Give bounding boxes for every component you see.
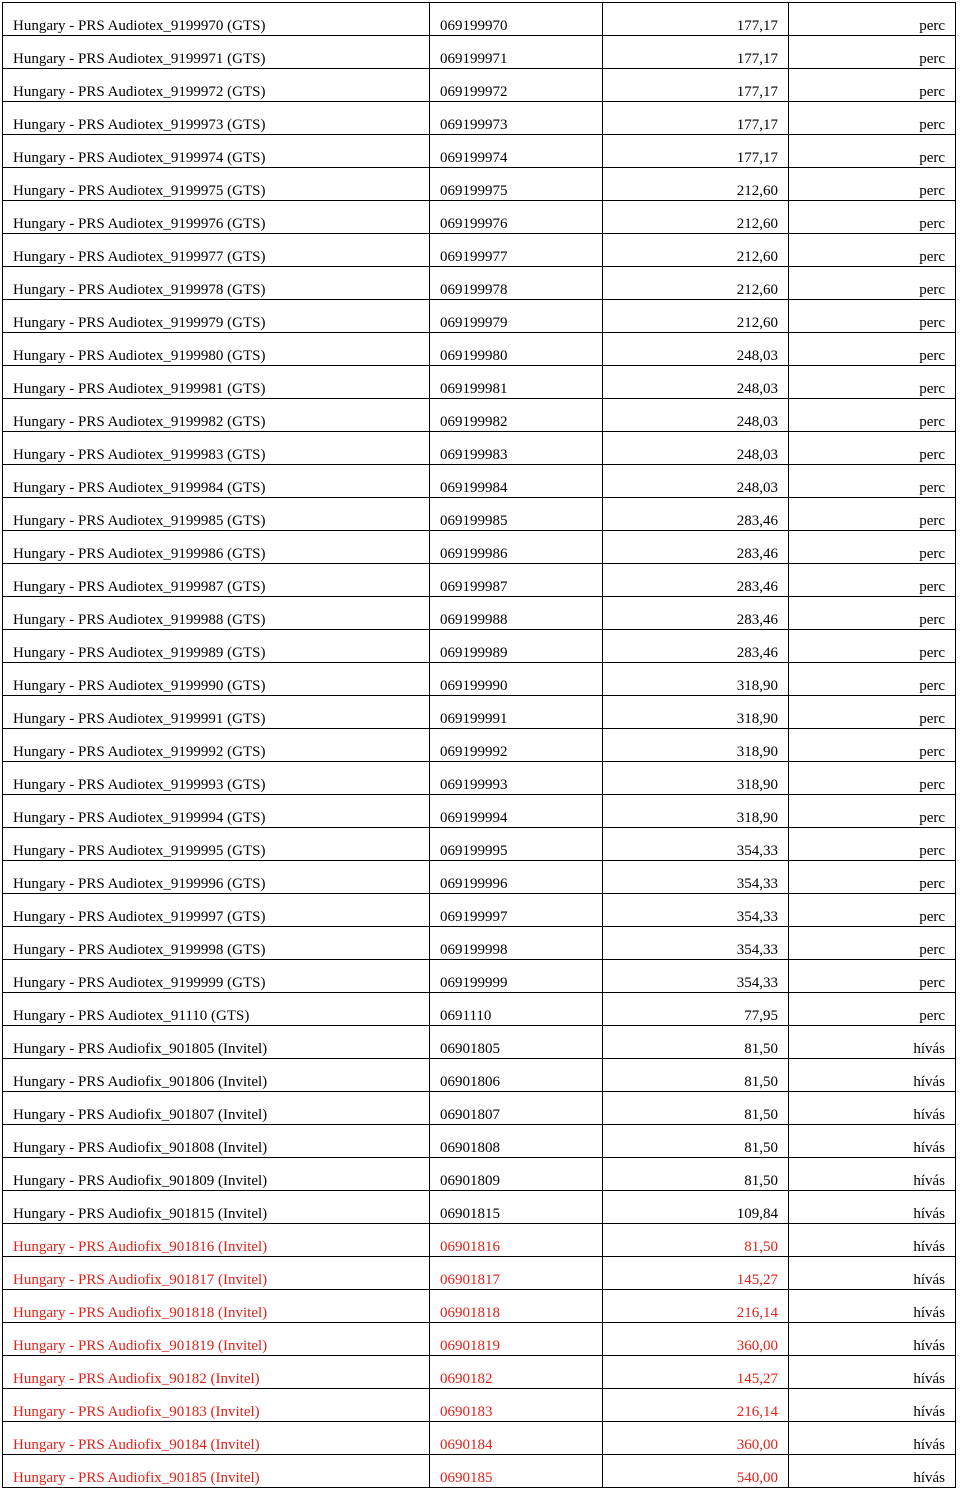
service-name-cell: Hungary - PRS Audiotex_9199970 (GTS) xyxy=(3,3,430,36)
phone-number-cell: 069199987 xyxy=(430,564,603,597)
table-row xyxy=(3,267,956,300)
price-cell: 145,27 xyxy=(603,1257,789,1290)
table-row xyxy=(3,69,956,102)
phone-number-cell: 06901819 xyxy=(430,1323,603,1356)
billing-unit-cell: perc xyxy=(789,498,956,531)
service-name-cell: Hungary - PRS Audiofix_90184 (Invitel) xyxy=(3,1422,430,1455)
price-cell: 177,17 xyxy=(603,69,789,102)
billing-unit-cell: perc xyxy=(789,234,956,267)
price-cell: 354,33 xyxy=(603,828,789,861)
billing-unit-cell: perc xyxy=(789,201,956,234)
phone-number-cell: 069199981 xyxy=(430,366,603,399)
table-row xyxy=(3,399,956,432)
service-name-cell: Hungary - PRS Audiotex_9199990 (GTS) xyxy=(3,663,430,696)
price-cell: 177,17 xyxy=(603,3,789,36)
table-row xyxy=(3,630,956,663)
table-row xyxy=(3,300,956,333)
price-cell: 318,90 xyxy=(603,795,789,828)
service-name-cell: Hungary - PRS Audiotex_9199980 (GTS) xyxy=(3,333,430,366)
phone-number-cell: 06901818 xyxy=(430,1290,603,1323)
table-row xyxy=(3,465,956,498)
billing-unit-cell: perc xyxy=(789,531,956,564)
billing-unit-cell: perc xyxy=(789,630,956,663)
phone-number-cell: 069199994 xyxy=(430,795,603,828)
phone-number-cell: 069199977 xyxy=(430,234,603,267)
phone-number-cell: 06901807 xyxy=(430,1092,603,1125)
phone-number-cell: 06901805 xyxy=(430,1026,603,1059)
price-cell: 177,17 xyxy=(603,102,789,135)
phone-number-cell: 06901817 xyxy=(430,1257,603,1290)
billing-unit-cell: perc xyxy=(789,993,956,1026)
phone-number-cell: 069199975 xyxy=(430,168,603,201)
price-cell: 109,84 xyxy=(603,1191,789,1224)
phone-number-cell: 069199985 xyxy=(430,498,603,531)
billing-unit-cell: perc xyxy=(789,960,956,993)
billing-unit-cell: hívás xyxy=(789,1059,956,1092)
phone-number-cell: 069199989 xyxy=(430,630,603,663)
service-name-cell: Hungary - PRS Audiotex_9199975 (GTS) xyxy=(3,168,430,201)
phone-number-cell: 069199973 xyxy=(430,102,603,135)
table-row xyxy=(3,894,956,927)
table-row xyxy=(3,366,956,399)
billing-unit-cell: hívás xyxy=(789,1125,956,1158)
table-row xyxy=(3,168,956,201)
service-name-cell: Hungary - PRS Audiotex_9199971 (GTS) xyxy=(3,36,430,69)
phone-number-cell: 06901815 xyxy=(430,1191,603,1224)
billing-unit-cell: hívás xyxy=(789,1323,956,1356)
service-name-cell: Hungary - PRS Audiofix_901818 (Invitel) xyxy=(3,1290,430,1323)
billing-unit-cell: hívás xyxy=(789,1191,956,1224)
table-row xyxy=(3,993,956,1026)
service-name-cell: Hungary - PRS Audiotex_9199989 (GTS) xyxy=(3,630,430,663)
table-row xyxy=(3,795,956,828)
price-cell: 177,17 xyxy=(603,36,789,69)
billing-unit-cell: perc xyxy=(789,828,956,861)
billing-unit-cell: perc xyxy=(789,300,956,333)
phone-number-cell: 069199976 xyxy=(430,201,603,234)
phone-number-cell: 069199997 xyxy=(430,894,603,927)
service-name-cell: Hungary - PRS Audiofix_901815 (Invitel) xyxy=(3,1191,430,1224)
price-cell: 248,03 xyxy=(603,432,789,465)
tariff-table-body xyxy=(3,3,956,1488)
table-row xyxy=(3,828,956,861)
price-cell: 145,27 xyxy=(603,1356,789,1389)
service-name-cell: Hungary - PRS Audiotex_9199985 (GTS) xyxy=(3,498,430,531)
service-name-cell: Hungary - PRS Audiotex_9199995 (GTS) xyxy=(3,828,430,861)
table-row xyxy=(3,1422,956,1455)
billing-unit-cell: perc xyxy=(789,432,956,465)
service-name-cell: Hungary - PRS Audiotex_91110 (GTS) xyxy=(3,993,430,1026)
service-name-cell: Hungary - PRS Audiofix_901819 (Invitel) xyxy=(3,1323,430,1356)
service-name-cell: Hungary - PRS Audiotex_9199996 (GTS) xyxy=(3,861,430,894)
table-row xyxy=(3,729,956,762)
service-name-cell: Hungary - PRS Audiotex_9199986 (GTS) xyxy=(3,531,430,564)
billing-unit-cell: hívás xyxy=(789,1455,956,1488)
phone-number-cell: 0690185 xyxy=(430,1455,603,1488)
service-name-cell: Hungary - PRS Audiotex_9199972 (GTS) xyxy=(3,69,430,102)
phone-number-cell: 069199970 xyxy=(430,3,603,36)
price-cell: 248,03 xyxy=(603,399,789,432)
table-row xyxy=(3,102,956,135)
phone-number-cell: 069199988 xyxy=(430,597,603,630)
service-name-cell: Hungary - PRS Audiofix_90182 (Invitel) xyxy=(3,1356,430,1389)
phone-number-cell: 069199999 xyxy=(430,960,603,993)
service-name-cell: Hungary - PRS Audiotex_9199997 (GTS) xyxy=(3,894,430,927)
service-name-cell: Hungary - PRS Audiofix_901807 (Invitel) xyxy=(3,1092,430,1125)
price-cell: 283,46 xyxy=(603,597,789,630)
price-cell: 248,03 xyxy=(603,366,789,399)
table-row xyxy=(3,1290,956,1323)
billing-unit-cell: hívás xyxy=(789,1224,956,1257)
price-cell: 360,00 xyxy=(603,1323,789,1356)
phone-number-cell: 069199990 xyxy=(430,663,603,696)
billing-unit-cell: perc xyxy=(789,168,956,201)
price-cell: 318,90 xyxy=(603,762,789,795)
table-row xyxy=(3,1026,956,1059)
billing-unit-cell: perc xyxy=(789,267,956,300)
table-row xyxy=(3,1257,956,1290)
price-cell: 283,46 xyxy=(603,564,789,597)
price-cell: 81,50 xyxy=(603,1026,789,1059)
price-cell: 77,95 xyxy=(603,993,789,1026)
table-row xyxy=(3,927,956,960)
service-name-cell: Hungary - PRS Audiotex_9199999 (GTS) xyxy=(3,960,430,993)
table-row xyxy=(3,1158,956,1191)
price-cell: 212,60 xyxy=(603,201,789,234)
billing-unit-cell: perc xyxy=(789,399,956,432)
phone-number-cell: 069199978 xyxy=(430,267,603,300)
service-name-cell: Hungary - PRS Audiotex_9199976 (GTS) xyxy=(3,201,430,234)
price-cell: 81,50 xyxy=(603,1059,789,1092)
billing-unit-cell: perc xyxy=(789,69,956,102)
service-name-cell: Hungary - PRS Audiotex_9199981 (GTS) xyxy=(3,366,430,399)
billing-unit-cell: hívás xyxy=(789,1422,956,1455)
billing-unit-cell: perc xyxy=(789,663,956,696)
billing-unit-cell: perc xyxy=(789,3,956,36)
table-row xyxy=(3,861,956,894)
price-cell: 318,90 xyxy=(603,696,789,729)
service-name-cell: Hungary - PRS Audiotex_9199988 (GTS) xyxy=(3,597,430,630)
table-row xyxy=(3,1191,956,1224)
billing-unit-cell: hívás xyxy=(789,1389,956,1422)
phone-number-cell: 069199984 xyxy=(430,465,603,498)
service-name-cell: Hungary - PRS Audiotex_9199978 (GTS) xyxy=(3,267,430,300)
price-cell: 360,00 xyxy=(603,1422,789,1455)
service-name-cell: Hungary - PRS Audiofix_901805 (Invitel) xyxy=(3,1026,430,1059)
price-cell: 177,17 xyxy=(603,135,789,168)
service-name-cell: Hungary - PRS Audiotex_9199977 (GTS) xyxy=(3,234,430,267)
table-row xyxy=(3,597,956,630)
phone-number-cell: 069199992 xyxy=(430,729,603,762)
billing-unit-cell: hívás xyxy=(789,1356,956,1389)
service-name-cell: Hungary - PRS Audiofix_901808 (Invitel) xyxy=(3,1125,430,1158)
price-cell: 216,14 xyxy=(603,1290,789,1323)
table-row xyxy=(3,333,956,366)
billing-unit-cell: hívás xyxy=(789,1158,956,1191)
tariff-table xyxy=(2,2,956,1488)
billing-unit-cell: hívás xyxy=(789,1092,956,1125)
phone-number-cell: 0690184 xyxy=(430,1422,603,1455)
phone-number-cell: 069199982 xyxy=(430,399,603,432)
phone-number-cell: 06901809 xyxy=(430,1158,603,1191)
phone-number-cell: 06901808 xyxy=(430,1125,603,1158)
service-name-cell: Hungary - PRS Audiofix_90183 (Invitel) xyxy=(3,1389,430,1422)
billing-unit-cell: perc xyxy=(789,597,956,630)
billing-unit-cell: hívás xyxy=(789,1026,956,1059)
billing-unit-cell: perc xyxy=(789,135,956,168)
table-row xyxy=(3,1356,956,1389)
table-row xyxy=(3,3,956,36)
billing-unit-cell: perc xyxy=(789,696,956,729)
service-name-cell: Hungary - PRS Audiotex_9199994 (GTS) xyxy=(3,795,430,828)
table-row xyxy=(3,234,956,267)
price-cell: 354,33 xyxy=(603,960,789,993)
table-row xyxy=(3,135,956,168)
price-cell: 212,60 xyxy=(603,168,789,201)
price-cell: 354,33 xyxy=(603,894,789,927)
price-cell: 354,33 xyxy=(603,861,789,894)
price-cell: 248,03 xyxy=(603,465,789,498)
table-row xyxy=(3,1092,956,1125)
service-name-cell: Hungary - PRS Audiotex_9199998 (GTS) xyxy=(3,927,430,960)
table-row xyxy=(3,1224,956,1257)
price-cell: 540,00 xyxy=(603,1455,789,1488)
phone-number-cell: 06901806 xyxy=(430,1059,603,1092)
phone-number-cell: 069199972 xyxy=(430,69,603,102)
phone-number-cell: 069199986 xyxy=(430,531,603,564)
phone-number-cell: 0690182 xyxy=(430,1356,603,1389)
phone-number-cell: 069199971 xyxy=(430,36,603,69)
price-cell: 283,46 xyxy=(603,630,789,663)
price-cell: 212,60 xyxy=(603,267,789,300)
service-name-cell: Hungary - PRS Audiotex_9199992 (GTS) xyxy=(3,729,430,762)
phone-number-cell: 069199979 xyxy=(430,300,603,333)
price-cell: 81,50 xyxy=(603,1125,789,1158)
phone-number-cell: 06901816 xyxy=(430,1224,603,1257)
service-name-cell: Hungary - PRS Audiofix_901806 (Invitel) xyxy=(3,1059,430,1092)
billing-unit-cell: perc xyxy=(789,564,956,597)
phone-number-cell: 069199993 xyxy=(430,762,603,795)
billing-unit-cell: perc xyxy=(789,465,956,498)
billing-unit-cell: perc xyxy=(789,894,956,927)
billing-unit-cell: perc xyxy=(789,795,956,828)
service-name-cell: Hungary - PRS Audiofix_901816 (Invitel) xyxy=(3,1224,430,1257)
service-name-cell: Hungary - PRS Audiotex_9199974 (GTS) xyxy=(3,135,430,168)
price-cell: 81,50 xyxy=(603,1224,789,1257)
price-cell: 81,50 xyxy=(603,1158,789,1191)
service-name-cell: Hungary - PRS Audiotex_9199982 (GTS) xyxy=(3,399,430,432)
price-cell: 283,46 xyxy=(603,531,789,564)
service-name-cell: Hungary - PRS Audiotex_9199979 (GTS) xyxy=(3,300,430,333)
price-cell: 248,03 xyxy=(603,333,789,366)
price-cell: 318,90 xyxy=(603,729,789,762)
table-row xyxy=(3,1125,956,1158)
table-row xyxy=(3,531,956,564)
price-cell: 216,14 xyxy=(603,1389,789,1422)
table-row xyxy=(3,1059,956,1092)
table-row xyxy=(3,201,956,234)
service-name-cell: Hungary - PRS Audiotex_9199987 (GTS) xyxy=(3,564,430,597)
table-row xyxy=(3,564,956,597)
phone-number-cell: 069199996 xyxy=(430,861,603,894)
price-cell: 318,90 xyxy=(603,663,789,696)
service-name-cell: Hungary - PRS Audiofix_90185 (Invitel) xyxy=(3,1455,430,1488)
phone-number-cell: 0690183 xyxy=(430,1389,603,1422)
service-name-cell: Hungary - PRS Audiotex_9199983 (GTS) xyxy=(3,432,430,465)
price-cell: 212,60 xyxy=(603,300,789,333)
phone-number-cell: 069199991 xyxy=(430,696,603,729)
billing-unit-cell: perc xyxy=(789,102,956,135)
phone-number-cell: 069199974 xyxy=(430,135,603,168)
price-cell: 354,33 xyxy=(603,927,789,960)
price-cell: 212,60 xyxy=(603,234,789,267)
service-name-cell: Hungary - PRS Audiotex_9199991 (GTS) xyxy=(3,696,430,729)
service-name-cell: Hungary - PRS Audiofix_901809 (Invitel) xyxy=(3,1158,430,1191)
phone-number-cell: 069199983 xyxy=(430,432,603,465)
billing-unit-cell: perc xyxy=(789,927,956,960)
billing-unit-cell: perc xyxy=(789,762,956,795)
price-cell: 283,46 xyxy=(603,498,789,531)
phone-number-cell: 069199998 xyxy=(430,927,603,960)
service-name-cell: Hungary - PRS Audiotex_9199973 (GTS) xyxy=(3,102,430,135)
table-row xyxy=(3,1455,956,1488)
table-row xyxy=(3,663,956,696)
price-cell: 81,50 xyxy=(603,1092,789,1125)
table-row xyxy=(3,36,956,69)
service-name-cell: Hungary - PRS Audiotex_9199993 (GTS) xyxy=(3,762,430,795)
billing-unit-cell: perc xyxy=(789,366,956,399)
table-row xyxy=(3,1323,956,1356)
billing-unit-cell: hívás xyxy=(789,1257,956,1290)
billing-unit-cell: perc xyxy=(789,729,956,762)
billing-unit-cell: perc xyxy=(789,333,956,366)
phone-number-cell: 069199995 xyxy=(430,828,603,861)
billing-unit-cell: hívás xyxy=(789,1290,956,1323)
phone-number-cell: 069199980 xyxy=(430,333,603,366)
phone-number-cell: 0691110 xyxy=(430,993,603,1026)
table-row xyxy=(3,432,956,465)
service-name-cell: Hungary - PRS Audiofix_901817 (Invitel) xyxy=(3,1257,430,1290)
table-row xyxy=(3,960,956,993)
table-row xyxy=(3,762,956,795)
service-name-cell: Hungary - PRS Audiotex_9199984 (GTS) xyxy=(3,465,430,498)
billing-unit-cell: perc xyxy=(789,36,956,69)
table-row xyxy=(3,696,956,729)
table-row xyxy=(3,1389,956,1422)
billing-unit-cell: perc xyxy=(789,861,956,894)
table-row xyxy=(3,498,956,531)
